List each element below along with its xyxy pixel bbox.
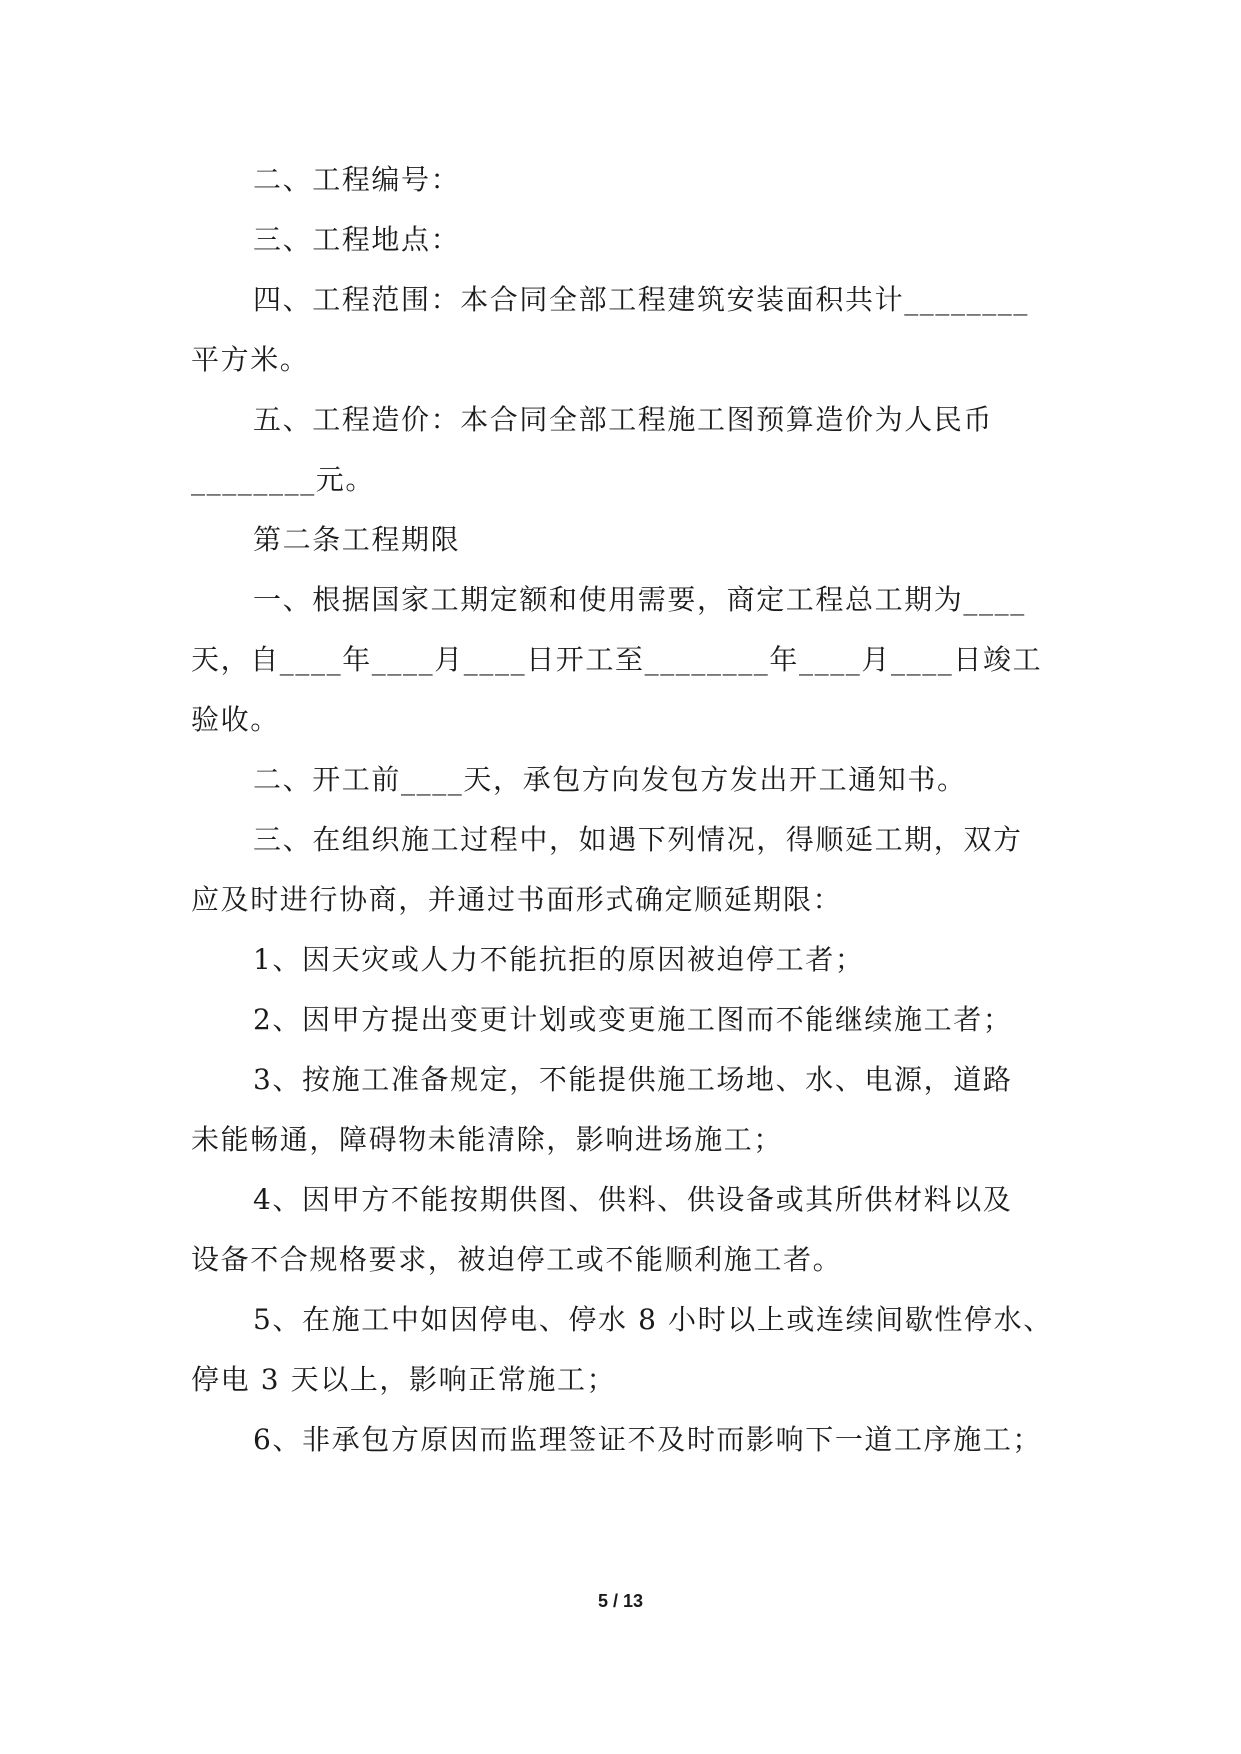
paragraph-line: 三、在组织施工过程中，如遇下列情况，得顺延工期，双方 [253,823,1023,856]
paragraph-line: 四、工程范围：本合同全部工程建筑安装面积共计________ [253,283,1030,316]
paragraph-line: 应及时进行协商，并通过书面形式确定顺延期限： [191,883,843,916]
page-number: 5 / 13 [597,1591,644,1611]
list-item: 1、因天灾或人力不能抗拒的原因被迫停工者； [253,943,865,976]
paragraph-line: ________元。 [191,463,376,496]
paragraph-line: 二、工程编号： [253,163,461,196]
list-item-continuation: 停电 3 天以上，影响正常施工； [191,1363,617,1396]
paragraph-line: 三、工程地点： [253,223,461,256]
list-item: 2、因甲方提出变更计划或变更施工图而不能继续施工者； [253,1003,1013,1036]
paragraph-line: 二、开工前____天，承包方向发包方发出开工通知书。 [253,763,967,796]
paragraph-line: 五、工程造价：本合同全部工程施工图预算造价为人民币 [253,403,994,436]
list-item: 4、因甲方不能按期供图、供料、供设备或其所供材料以及 [253,1183,1013,1216]
list-item-continuation: 未能畅通，障碍物未能清除，影响进场施工； [191,1123,784,1156]
paragraph-line: 天，自____年____月____日开工至________年____月____日竣工 [191,643,1043,676]
paragraph-line: 一、根据国家工期定额和使用需要，商定工程总工期为____ [253,583,1026,616]
paragraph-line: 验收。 [191,703,280,736]
list-item: 5、在施工中如因停电、停水 8 小时以上或连续间歇性停水、 [253,1303,1053,1336]
list-item: 3、按施工准备规定，不能提供施工场地、水、电源，道路 [253,1063,1013,1096]
list-item-continuation: 设备不合规格要求，被迫停工或不能顺利施工者。 [191,1243,843,1276]
list-item: 6、非承包方原因而监理签证不及时而影响下一道工序施工； [253,1423,1043,1456]
section-heading: 第二条工程期限 [253,523,461,556]
paragraph-line: 平方米。 [191,343,310,376]
